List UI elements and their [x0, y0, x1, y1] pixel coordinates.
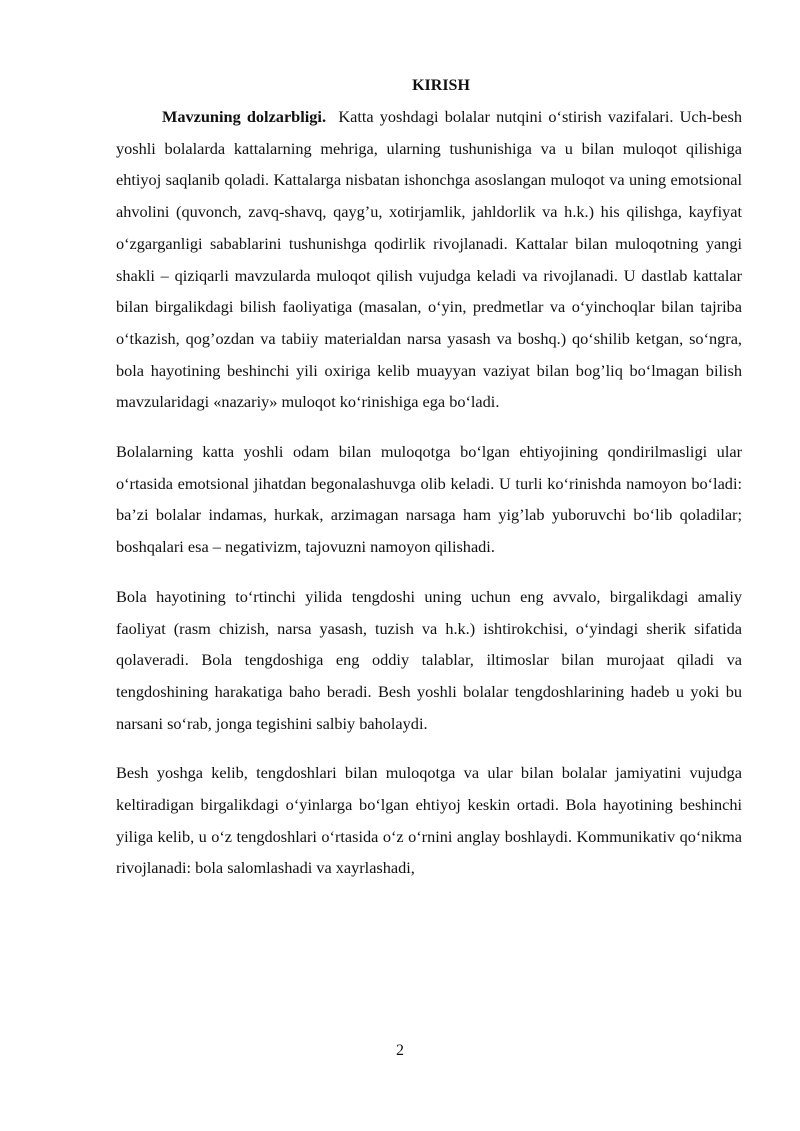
document-page: [116, 76, 742, 902]
paragraph-fifth-year: Besh yoshga kelib, tengdoshlari bilan muloqotga va ular bilan bolalar jamiyatini vujudga keltiradigan birgalikdagi o‘yinlarga bo‘lgan ehtiyoj keskin ortadi. Bola hayotining beshinchi yiliga kelib, u o‘z tengdoshlari o‘rtasida o‘z o‘rnini anglay boshlaydi. Kommunikativ qo‘nikma rivojlanadi: bola salomlashadi va xayrlashadi,: [116, 763, 742, 878]
paragraph-fourth-year: Bola hayotining to‘rtinchi yilida tengdoshi uning uchun eng avvalo, birgalikdagi amaliy faoliyat (rasm chizish, narsa yasash, tuzish va h.k.) ishtirokchisi, o‘yindagi sherik sifatida qolaveradi. Bola tengdoshiga eng oddiy talablar, iltimoslar bilan murojaat qiladi va tengdoshining harakatiga baho beradi. Besh yoshli bolalar tengdoshlarining hadeb u yoki bu narsani so‘rab, jonga tegishini salbiy baholaydi.: [116, 586, 742, 733]
paragraph-relevance: [116, 101, 742, 418]
paragraph-lead: Mavzuning dolzarbligi.: [162, 107, 327, 126]
section-title: KIRISH: [412, 77, 470, 94]
paragraph-text: Katta yoshdagi bolalar nutqini o‘stirish vazifalari. Uch-besh yoshli bolalarda kattalarning mehriga, ularning tushunishiga va u bilan muloqot qilishiga ehtiyoj saqlanib qoladi. Kattalarga nisbatan ishonchga asoslangan muloqot va uning emotsional ahvolini (quvonch, zavq-shavq, qayg’u, xotirjamlik, jahldorlik va h.k.) his qilishga, kayfiyat o‘zgarganligi sabablarini tushunishga qodirlik rivojlanadi. Kattalar bilan muloqotning yangi shakli – qiziqarli mavzularda muloqot qilish vujudga keladi va rivojlanadi. U dastlab kattalar bilan birgalikdagi bilish faoliyatiga (masalan, o‘yin, predmetlar va o‘yinchoqlar bilan tajriba o‘tkazish, qog’ozdan va tabiiy materialdan narsa yasash va boshq.) qo‘shilib ketgan, so‘ngra, bola hayotining beshinchi yili oxiriga kelib muayyan vaziyat bilan bog’liq bo‘lmagan bilish mavzularidagi «nazariy» muloqot ko‘rinishiga ega bo‘ladi.: [116, 107, 742, 412]
paragraph-communication-need: Bolalarning katta yoshli odam bilan muloqotga bo‘lgan ehtiyojining qondirilmasligi ular o‘rtasida emotsional jihatdan begonalashuvga olib keladi. U turli ko‘rinishda namoyon bo‘ladi: ba’zi bolalar indamas, hurkak, arzimagan narsaga ham yig’lab yuboruvchi bo‘lib qoladilar; boshqalari esa – negativizm, tajovuzni namoyon qilishadi.: [116, 442, 742, 557]
page-number: 2: [396, 1042, 404, 1059]
